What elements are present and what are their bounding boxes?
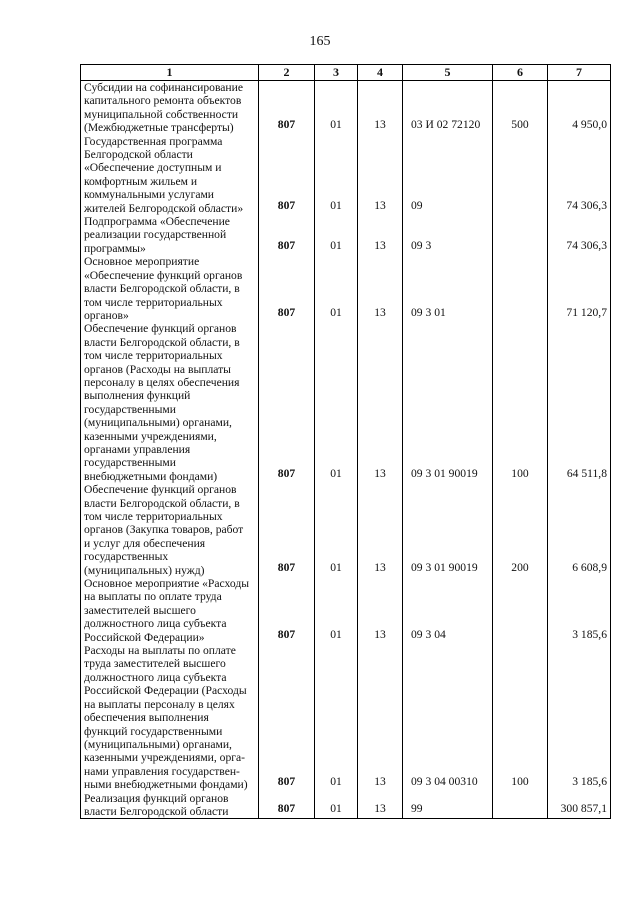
row-rz: 01 (315, 322, 358, 483)
row-grbs: 807 (259, 792, 315, 819)
row-csr: 09 3 04 00310 (403, 644, 493, 791)
row-name: Основное мероприятие «Расходы на выплаты по оплате труда заместителей высшего должностного лица субъекта Российской Федерации» (81, 577, 259, 644)
row-vr (493, 215, 548, 255)
column-header: 2 (259, 65, 315, 81)
row-name: Государственная программа Белгородской области «Обеспечение доступным и комфортным жильем и коммунальными услугами жителей Белгородской области» (81, 135, 259, 215)
row-pr: 13 (358, 215, 403, 255)
row-name: Субсидии на софинансирование капитального ремонта объектов муниципальной собственности (Межбюджетные трансферты) (81, 81, 259, 135)
table-row (81, 792, 611, 819)
row-sum: 71 120,7 (548, 255, 611, 322)
column-header: 5 (403, 65, 493, 81)
row-csr: 99 (403, 792, 493, 819)
row-grbs: 807 (259, 255, 315, 322)
row-pr: 13 (358, 577, 403, 644)
row-rz: 01 (315, 81, 358, 135)
row-grbs: 807 (259, 322, 315, 483)
row-vr: 200 (493, 483, 548, 577)
row-rz: 01 (315, 255, 358, 322)
row-sum: 3 185,6 (548, 577, 611, 644)
row-csr: 03 И 02 72120 (403, 81, 493, 135)
table-header-row (81, 65, 611, 81)
row-pr: 13 (358, 792, 403, 819)
row-sum: 300 857,1 (548, 792, 611, 819)
budget-table (80, 64, 611, 819)
row-name: Реализация функций органов власти Белгородской области (81, 792, 259, 819)
row-vr: 100 (493, 644, 548, 791)
row-pr: 13 (358, 644, 403, 791)
column-header: 1 (81, 65, 259, 81)
row-vr: 100 (493, 322, 548, 483)
column-header: 7 (548, 65, 611, 81)
row-name: Основное мероприятие «Обеспечение функций органов власти Белгородской области, в том числе территориальных органов» (81, 255, 259, 322)
row-name: Обеспечение функций органов власти Белгородской области, в том числе территориальных органов (Расходы на выплаты персоналу в целях обеспечения выполнения функций государственными (муниципальными) органами, казенными учреждениями, органами управления государственными внебюджетными фондами) (81, 322, 259, 483)
row-vr (493, 792, 548, 819)
row-pr: 13 (358, 135, 403, 215)
row-pr: 13 (358, 483, 403, 577)
row-sum: 74 306,3 (548, 135, 611, 215)
table-row (81, 255, 611, 322)
table-row (81, 215, 611, 255)
page-number: 165 (309, 34, 331, 49)
row-pr: 13 (358, 81, 403, 135)
row-csr: 09 3 01 (403, 255, 493, 322)
row-name: Подпрограмма «Обеспечение реализации государственной программы» (81, 215, 259, 255)
row-sum: 74 306,3 (548, 215, 611, 255)
row-csr: 09 3 04 (403, 577, 493, 644)
row-vr (493, 255, 548, 322)
row-rz: 01 (315, 577, 358, 644)
row-rz: 01 (315, 135, 358, 215)
row-rz: 01 (315, 644, 358, 791)
row-pr: 13 (358, 322, 403, 483)
row-sum: 3 185,6 (548, 644, 611, 791)
row-rz: 01 (315, 792, 358, 819)
row-rz: 01 (315, 483, 358, 577)
row-grbs: 807 (259, 577, 315, 644)
row-csr: 09 3 01 90019 (403, 322, 493, 483)
row-grbs: 807 (259, 644, 315, 791)
row-vr (493, 135, 548, 215)
table-row (81, 322, 611, 483)
table-row (81, 135, 611, 215)
row-rz: 01 (315, 215, 358, 255)
column-header: 6 (493, 65, 548, 81)
row-sum: 4 950,0 (548, 81, 611, 135)
row-vr: 500 (493, 81, 548, 135)
row-sum: 64 511,8 (548, 322, 611, 483)
row-name: Расходы на выплаты по оплате труда заместителей высшего должностного лица субъекта Российской Федерации (Расходы на выплаты персоналу в целях обеспечения выполнения функций государственными (муниципальными) органами, казенными учреждениями, орга- нами управления государствен- ными внебюджетными фондами) (81, 644, 259, 791)
row-grbs: 807 (259, 135, 315, 215)
column-header: 4 (358, 65, 403, 81)
table-row (81, 644, 611, 791)
table-row (81, 483, 611, 577)
row-grbs: 807 (259, 483, 315, 577)
row-sum: 6 608,9 (548, 483, 611, 577)
column-header: 3 (315, 65, 358, 81)
row-grbs: 807 (259, 215, 315, 255)
row-csr: 09 3 01 90019 (403, 483, 493, 577)
row-grbs: 807 (259, 81, 315, 135)
row-csr: 09 (403, 135, 493, 215)
table-row (81, 577, 611, 644)
row-name: Обеспечение функций органов власти Белгородской области, в том числе территориальных органов (Закупка товаров, работ и услуг для обеспечения государственных (муниципальных) нужд) (81, 483, 259, 577)
row-vr (493, 577, 548, 644)
row-pr: 13 (358, 255, 403, 322)
table-row (81, 81, 611, 135)
row-csr: 09 3 (403, 215, 493, 255)
